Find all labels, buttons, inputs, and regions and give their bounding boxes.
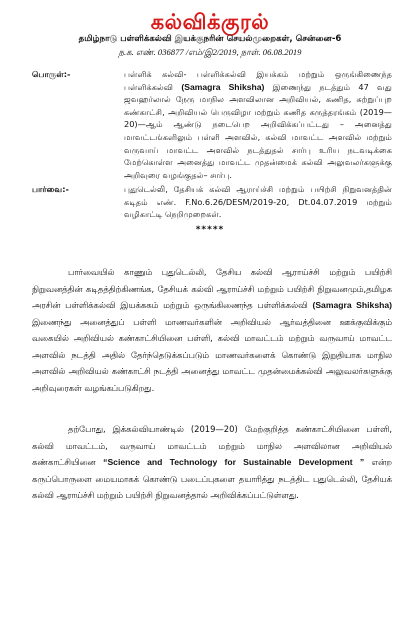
para2-text-b: என்ற கருப்பொருளை மையமாகக் கொண்டு படைப்புகளை தயாரித்து நடத்திட புதுடெல்லி, தேசியக் கல்வி ஆராய்ச்சி மற்றும் பயிற்சி நிறுவனத்தால் அறிவிக்கப்பட்டுள்ளது. [32, 457, 392, 500]
subject-text [124, 68, 392, 181]
department-line: தமிழ்நாடு பள்ளிக்கல்வி இயக்குநரின் செயல்முறைகள், சென்னை-6 [78, 34, 342, 44]
para2-english: “Science and Technology for Sustainable Development ” [103, 457, 365, 467]
para1-text-b: இணைந்து அனைத்துப் பள்ளி மாணவர்களின் அறிவியல் ஆர்வத்தினை ஊக்குவிக்கும் வகையில் அறிவியல் கண்காட்சியினை பள்ளி, கல்வி மாவட்டம் மற்றும் வருவாய் மாவட்ட அளவில் நடத்தி அதில் தேர்ந்தெடுக்கப்படும் மாணவர்களைக் கொண்டு இறுதியாக மாநில அளவில் அறிவியல் கண்காட்சி நடத்தி அனைத்து மாவட்ட முதன்மைக்கல்வி அலுவலர்களுக்கு அறிவுரைகள் வழங்கப்படுகிறது. [32, 316, 392, 393]
subject-label: பொருள்:- [32, 69, 71, 79]
para2-text-a: தற்போது, இக்கல்வியாண்டில் (2019—20) மேற்குறித்த கண்காட்சியினை பள்ளி, கல்வி மாவட்டம், வருவாய் மாவட்டம் மற்றும் மாநில அளவிலான அறிவியல் கண்காட்சியினை [32, 424, 392, 467]
para1-english: (Samagra Shiksha) [312, 300, 392, 310]
subject-english: (Samagra Shiksha) [181, 81, 265, 92]
separator: ***** [195, 225, 225, 235]
body-paragraph-2 [32, 421, 392, 504]
reference-label: பார்வை:- [32, 184, 69, 194]
reference-number-text: ந.க. எண். 036877 /எம்/இ2/2019, நாள். 06.08.2019 [118, 47, 302, 57]
subject-text-a: பள்ளிக் கல்வி- பள்ளிக்கல்வி இயக்கம் மற்றும் ஒருங்கிணைந்த பள்ளிக்கல்வி [124, 69, 392, 92]
page-title: கல்விக்குரல் [150, 10, 270, 34]
reference-number [0, 47, 420, 59]
subject-block [32, 68, 392, 181]
reference-text: புதுடெல்லி, தேசியக் கல்வி ஆராய்ச்சி மற்றும் பயிற்சி நிறுவனத்தின் கடிதம் எண். F.No.6.26/DESM/2019-20, Dt.04.07.2019 மற்றும் வழிகாட்டி நெறிமுறைகள். [124, 184, 392, 220]
subject-text-b: இணைந்து நடத்தும் 47 வது ஜவஹர்லால் நேரு மாநில அளவிலான அறிவியல், கணித, சுற்றுப்புற கண்காட்சி, அறிவியல் பெருவிழா மற்றும் கணித கருத்தரங்கம் (2019—20)—ஆம் ஆண்டு நடைபெற அறிவிக்கப்பட்டது – அனைத்து மாவட்டங்களிலும் பள்ளி அளவில், கல்வி மாவட்ட அளவில் மற்றும் வருவாய் மாவட்ட அளவில் நடத்துதல் சார்பு உரிய நடவடிக்கை மேற்கொள்ள அனைத்து மாவட்ட முதன்மைக் கல்வி அலுவலர்களுக்கு அறிவுரை வழங்குதல்– சார்பு. [124, 81, 392, 180]
reference-block [32, 183, 392, 221]
body-paragraph-1 [32, 264, 392, 396]
para1-text-a: பார்வையில் காணும் புதுடெல்லி, தேசிய கல்வி ஆராய்ச்சி மற்றும் பயிற்சி நிறுவனத்தின் கடிதத்திற்கிணங்க, தேசியக் கல்வி ஆராய்ச்சி மற்றும் பயிற்சி நிறுவனமும்,தமிழக அரசின் பள்ளிக்கல்வி இயக்ககம் மற்றும் ஒருங்கிணைந்த பள்ளிக்கல்வி [32, 267, 392, 310]
